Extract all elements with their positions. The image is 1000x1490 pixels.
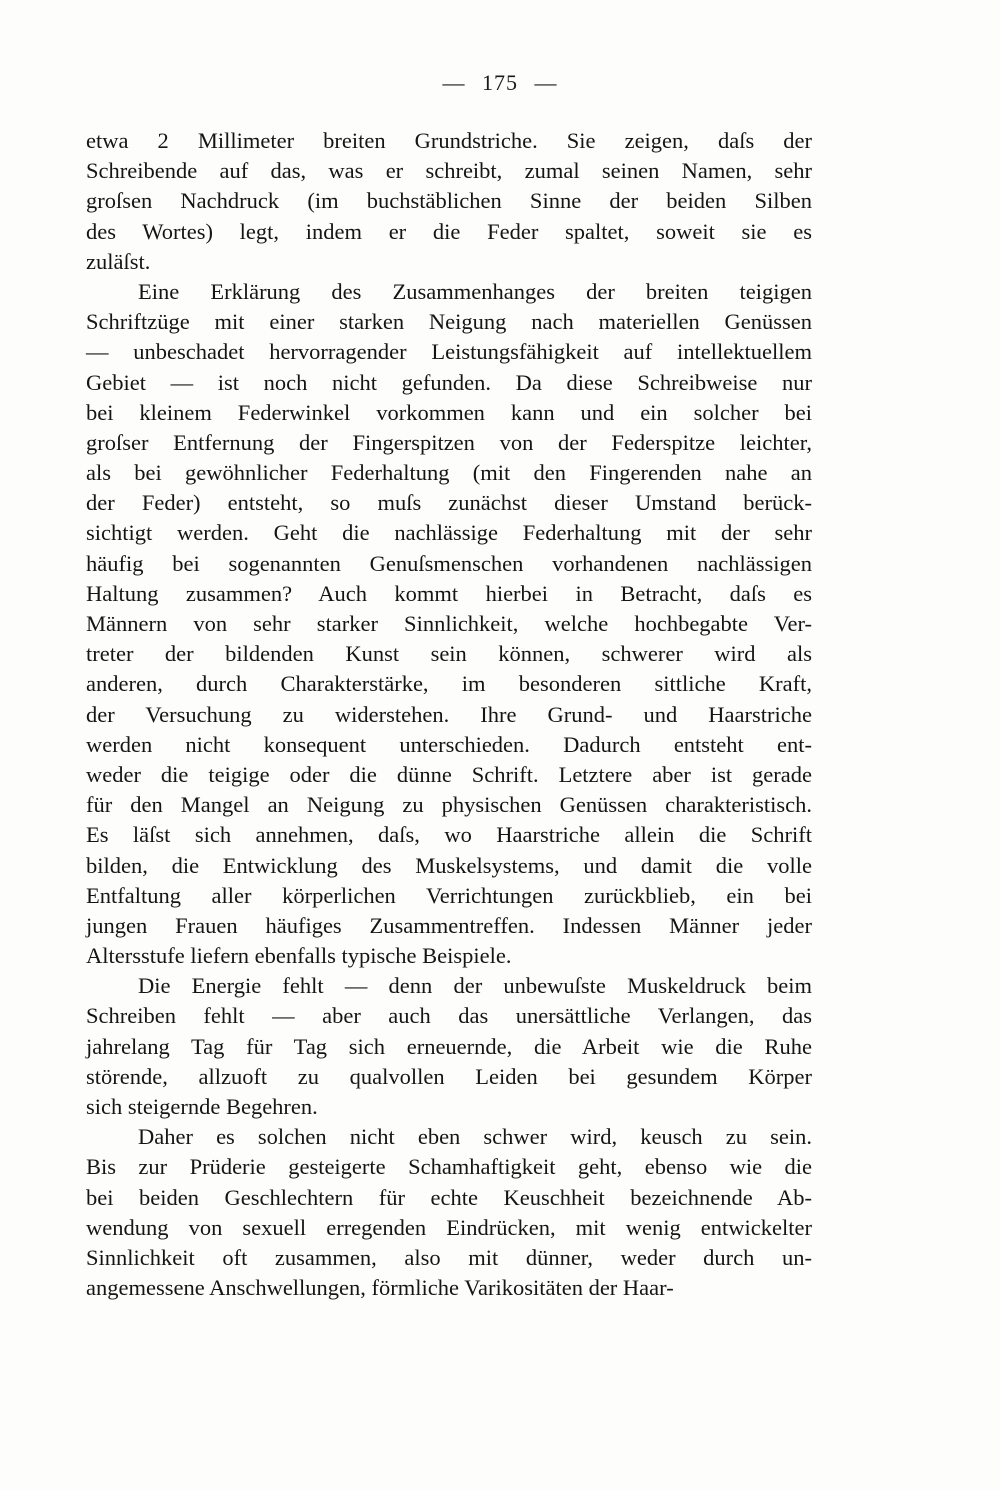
text-line: groſsen Nachdruck (im buchstäblichen Sinne der beiden Silben [86,188,812,214]
paragraph [86,126,812,277]
text-line: häufig bei sogenannten Genuſsmenschen vorhandenen nachlässigen [86,550,812,576]
text-line: wendung von sexuell erregenden Eindrücken, mit wenig entwickelter [86,1214,812,1240]
text-line: Altersstufe liefern ebenfalls typische Beispiele. [86,943,512,969]
header-dash-left: — [442,70,466,95]
text-line: als bei gewöhnlicher Federhaltung (mit den Fingerenden nahe an [86,460,812,486]
text-line: Die Energie fehlt — denn der unbewuſste Muskeldruck beim [138,973,812,999]
text-line: weder die teigige oder die dünne Schrift. Letztere aber ist gerade [86,761,812,787]
text-line: des Wortes) legt, indem er die Feder spaltet, soweit sie es [86,218,812,244]
text-line: jahrelang Tag für Tag sich erneuernde, die Arbeit wie die Ruhe [86,1033,812,1059]
text-line: bei beiden Geschlechtern für echte Keuschheit bezeichnende Ab- [86,1184,812,1210]
page-header [0,70,1000,96]
text-line: — unbeschadet hervorragender Leistungsfähigkeit auf intellektuellem [86,339,812,365]
text-line: zuläſst. [86,248,151,274]
text-line: werden nicht konsequent unterschieden. Dadurch entsteht ent- [86,731,812,757]
paragraph [86,1122,812,1303]
text-line: Schreibende auf das, was er schreibt, zumal seinen Namen, sehr [86,158,812,184]
body-text [86,126,812,1303]
text-line: Schriftzüge mit einer starken Neigung nach materiellen Genüssen [86,309,812,335]
text-line: treter der bildenden Kunst sein können, schwerer wird als [86,641,812,667]
text-line: Bis zur Prüderie gesteigerte Schamhaftigkeit geht, ebenso wie die [86,1154,812,1180]
text-line: sichtigt werden. Geht die nachlässige Federhaltung mit der sehr [86,520,812,546]
text-line: Haltung zusammen? Auch kommt hierbei in Betracht, daſs es [86,580,812,606]
text-line: groſser Entfernung der Fingerspitzen von der Federspitze leichter, [86,429,812,455]
text-line: Entfaltung aller körperlichen Verrichtungen zurückblieb, ein bei [86,882,812,908]
text-line: jungen Frauen häufiges Zusammentreffen. Indessen Männer jeder [86,912,812,938]
page-number: 175 [482,70,518,95]
text-line: anderen, durch Charakterstärke, im besonderen sittliche Kraft, [86,671,812,697]
text-line: Daher es solchen nicht eben schwer wird, keusch zu sein. [138,1124,812,1150]
header-dash-right: — [534,70,558,95]
paragraph [86,277,812,971]
text-line: Sinnlichkeit oft zusammen, also mit dünner, weder durch un- [86,1244,812,1270]
paragraph [86,971,812,1122]
text-line: angemessene Anschwellungen, förmliche Varikositäten der Haar- [86,1275,674,1301]
text-line: Männern von sehr starker Sinnlichkeit, welche hochbegabte Ver- [86,611,812,636]
text-line: Schreiben fehlt — aber auch das unersättliche Verlangen, das [86,1003,812,1029]
text-line: der Feder) entsteht, so muſs zunächst dieser Umstand berück- [86,490,812,516]
text-line: der Versuchung zu widerstehen. Ihre Grund- und Haarstriche [86,701,812,727]
text-line: störende, allzuoft zu qualvollen Leiden bei gesundem Körper [86,1063,812,1089]
text-line: bilden, die Entwicklung des Muskelsystems, und damit die volle [86,852,812,878]
text-line: Gebiet — ist noch nicht gefunden. Da diese Schreibweise nur [86,369,812,395]
text-line: bei kleinem Federwinkel vorkommen kann und ein solcher bei [86,399,812,425]
text-line: etwa 2 Millimeter breiten Grundstriche. Sie zeigen, daſs der [86,128,812,153]
text-line: Es läſst sich annehmen, daſs, wo Haarstriche allein die Schrift [86,822,812,848]
text-line: sich steigernde Begehren. [86,1094,318,1119]
text-line: für den Mangel an Neigung zu physischen Genüssen charakteristisch. [86,792,812,818]
text-line: Eine Erklärung des Zusammenhanges der breiten teigigen [138,278,812,304]
